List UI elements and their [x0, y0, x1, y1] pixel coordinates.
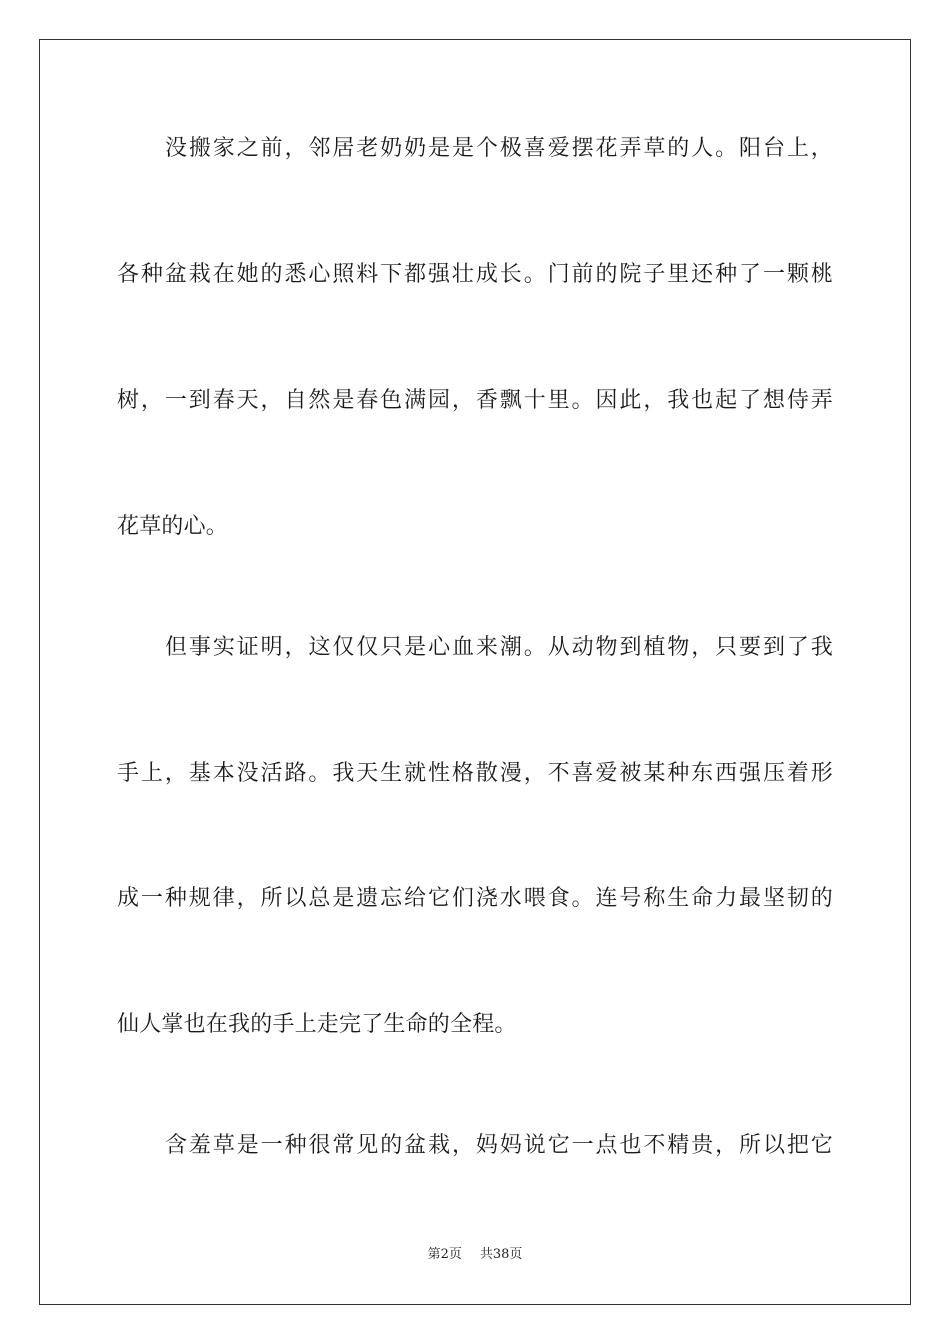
page-number: 第2页	[427, 1247, 462, 1262]
text-line: 手上，基本没活路。我天生就性格散漫，不喜爱被某种东西强压着形	[117, 761, 833, 786]
text-line: 仙人掌也在我的手上走完了生命的全程。	[117, 1012, 517, 1037]
text-line: 成一种规律，所以总是遗忘给它们浇水喂食。连号称生命力最坚韧的	[117, 886, 833, 911]
text-line: 含羞草是一种很常见的盆栽，妈妈说它一点也不精贵，所以把它	[165, 1133, 833, 1158]
text-line: 花草的心。	[117, 514, 229, 539]
page-total: 共38页	[479, 1247, 523, 1262]
text-line: 没搬家之前，邻居老奶奶是是个极喜爱摆花弄草的人。阳台上，	[165, 136, 833, 161]
text-line: 各种盆栽在她的悉心照料下都强壮成长。门前的院子里还种了一颗桃	[117, 262, 833, 287]
page-footer	[0, 1247, 950, 1263]
text-line: 树，一到春天，自然是春色满园，香飘十里。因此，我也起了想侍弄	[117, 388, 833, 413]
text-line: 但事实证明，这仅仅只是心血来潮。从动物到植物，只要到了我	[165, 635, 833, 660]
page-border	[39, 39, 911, 1305]
